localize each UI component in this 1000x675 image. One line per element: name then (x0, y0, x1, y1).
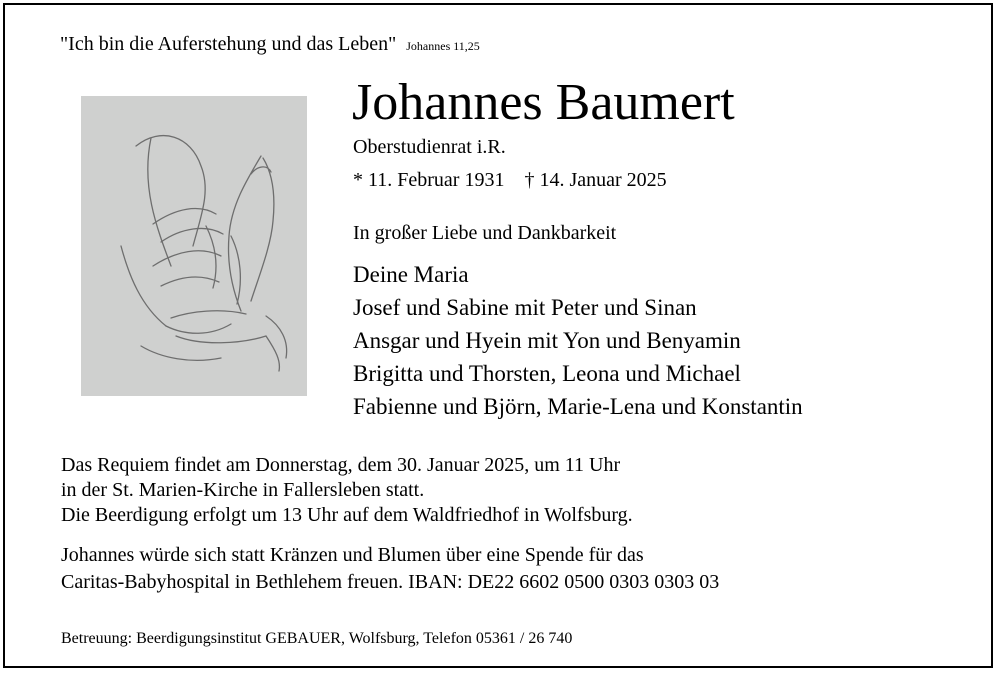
donation-notice (61, 542, 719, 596)
deceased-name: Johannes Baumert (352, 74, 735, 131)
service-details (61, 453, 633, 528)
family-line: Josef und Sabine mit Peter und Sinan (353, 295, 697, 320)
details-line: Das Requiem findet am Donnerstag, dem 30. Januar 2025, um 11 Uhr (61, 454, 621, 476)
funeral-home-footer: Betreuung: Beerdigungsinstitut GEBAUER, Wolfsburg, Telefon 05361 / 26 740 (61, 630, 573, 647)
quote-reference: Johannes 11,25 (406, 39, 480, 53)
bible-quote (60, 33, 480, 56)
birth-date: * 11. Februar 1931 (353, 169, 505, 191)
details-line: Die Beerdigung erfolgt um 13 Uhr auf dem Waldfriedhof in Wolfsburg. (61, 504, 633, 526)
family-line: Brigitta und Thorsten, Leona und Michael (353, 361, 741, 386)
donation-line: Johannes würde sich statt Kränzen und Blumen über eine Spende für das (61, 544, 644, 566)
deceased-title: Oberstudienrat i.R. (353, 136, 506, 158)
details-line: in der St. Marien-Kirche in Fallersleben statt. (61, 479, 425, 501)
donation-line: Caritas-Babyhospital in Bethlehem freuen. IBAN: DE22 6602 0500 0303 0303 03 (61, 571, 720, 593)
hands-drawing-image (81, 96, 307, 396)
family-line: Fabienne und Björn, Marie-Lena und Konstantin (353, 394, 803, 419)
hands-sketch-icon (81, 96, 307, 396)
family-list (353, 258, 803, 423)
family-line: Ansgar und Hyein mit Yon und Benyamin (353, 328, 741, 353)
death-date: † 14. Januar 2025 (524, 169, 667, 191)
life-dates (353, 169, 667, 192)
quote-text: "Ich bin die Auferstehung und das Leben" (60, 33, 397, 55)
family-line: Deine Maria (353, 262, 469, 287)
family-intro: In großer Liebe und Dankbarkeit (353, 222, 617, 244)
